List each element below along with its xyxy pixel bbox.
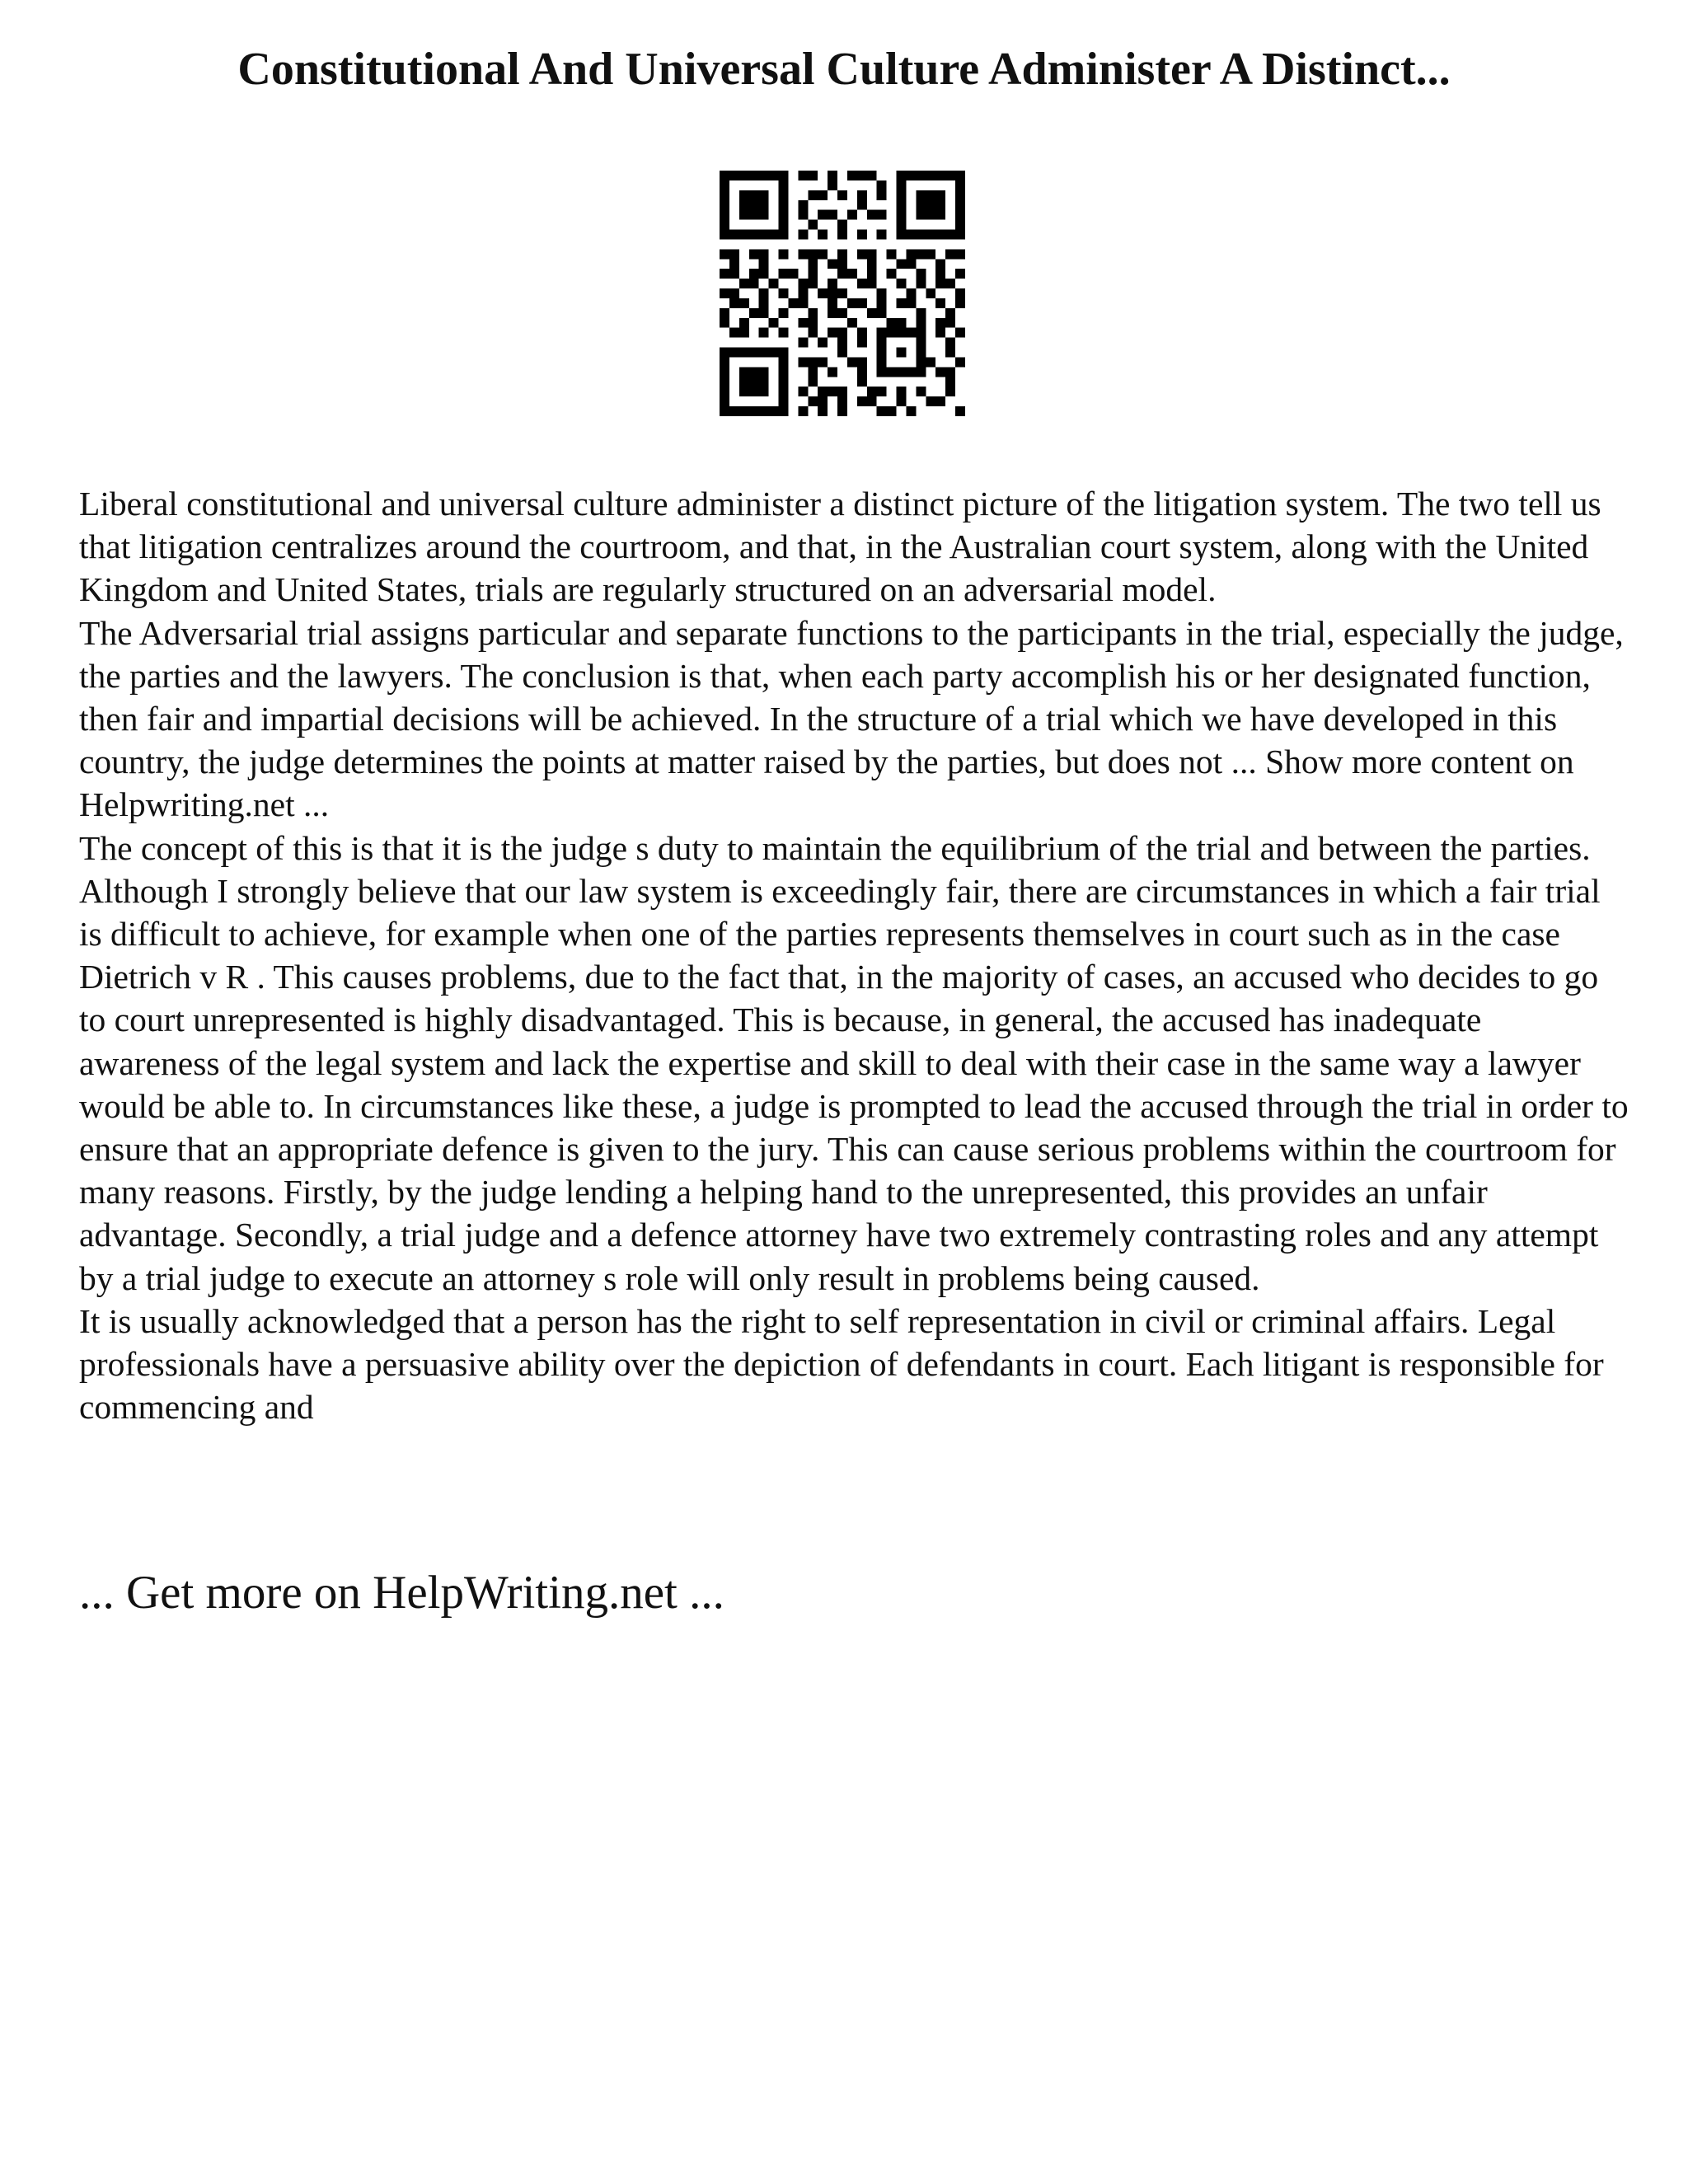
qr-code-icon — [720, 171, 965, 416]
paragraph-1: Liberal constitutional and universal culture administer a distinct picture of the litigation system. The two tell us that litigation centralizes around the courtroom, and that, in the Australian court system, along with the United Kingdom and United States, trials are regularly structured on an adversarial model. — [79, 485, 1601, 609]
paragraph-3: The concept of this is that it is the judge s duty to maintain the equilibrium of the trial and between the parties. Although I strongly believe that our law system is exceedingly fair, there are circumstances in which a fair trial is difficult to achieve, for example when one of the parties represents themselves in court such as in the case Dietrich v R . This causes problems, due to the fact that, in the majority of cases, an accused who decides to go to court unrepresented is highly disadvantaged. This is because, in general, the accused has inadequate awareness of the legal system and lack the expertise and skill to deal with their case in the same way a lawyer would be able to. In circumstances like these, a judge is prompted to lead the accused through the trial in order to ensure that an appropriate defence is given to the jury. This can cause serious problems within the courtroom for many reasons. Firstly, by the judge lending a helping hand to the unrepresented, this provides an unfair advantage. Secondly, a trial judge and a defence attorney have two extremely contrasting roles and any attempt by a trial judge to execute an attorney s role will only result in problems being caused. — [79, 828, 1629, 1297]
paragraph-4: It is usually acknowledged that a person has the right to self representation in civil or criminal affairs. Legal professionals have a persuasive ability over the depiction of defendants in court. Each litigant is responsible for commencing and — [79, 1301, 1604, 1427]
get-more-link[interactable]: ... Get more on HelpWriting.net ... — [79, 1567, 724, 1619]
document-title: Constitutional And Universal Culture Administer A Distinct... — [237, 44, 1451, 95]
article-body — [79, 482, 1629, 1428]
paragraph-2: The Adversarial trial assigns particular and separate functions to the participants in the trial, especially the judge, the parties and the lawyers. The conclusion is that, when each party accomplish his or her designated function, then fair and impartial decisions will be achieved. In the structure of a trial which we have developed in this country, the judge determines the points at matter raised by the parties, but does not ... Show more content on Helpwriting.net ... — [79, 613, 1624, 824]
